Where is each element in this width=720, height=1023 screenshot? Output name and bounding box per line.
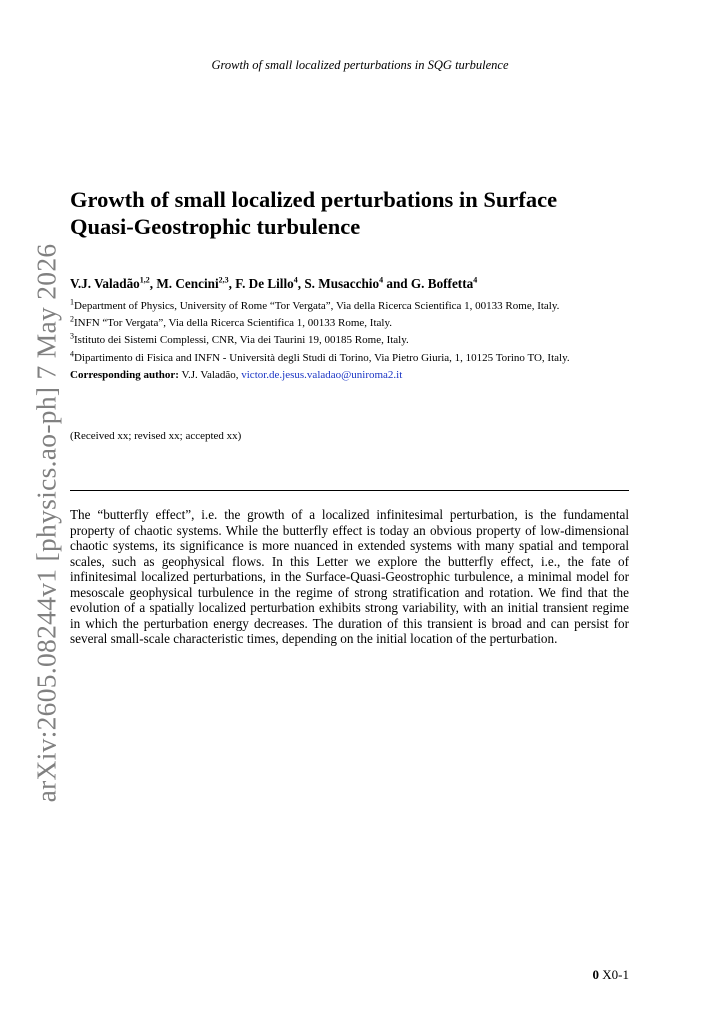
title-line-1: Growth of small localized perturbations in Surface bbox=[70, 187, 558, 212]
author: S. Musacchio$^4$ bbox=[304, 275, 384, 291]
affiliations bbox=[70, 297, 628, 382]
page-number: 0 X0-1 bbox=[592, 967, 629, 982]
affiliation-2: $^2$INFN “Tor Vergata”, Via della Ricerca Scientifica 1, 00133 Rome, Italy. bbox=[70, 314, 392, 330]
author: G. Boffetta$^4$ bbox=[410, 275, 478, 291]
affiliation-1: $^1$Department of Physics, University of Rome “Tor Vergata”, Via della Ricerca Scientifica 1, 00133 Rome, Italy. bbox=[70, 297, 560, 312]
email-link[interactable]: victor.de.jesus.valadao@uniroma2.it bbox=[241, 368, 403, 381]
paper-title bbox=[70, 186, 640, 240]
author: V.J. Valadão$^{1,2}$ bbox=[70, 275, 150, 291]
affiliation-4: $^4$Dipartimento di Fisica and INFN - Università degli Studi di Torino, Via Pietro Giuria, 1, 10125 Torino TO, Italy. bbox=[70, 348, 570, 364]
arxiv-identifier[interactable]: arXiv:2605.08244v1 [physics.ao-ph] 7 May 2026 bbox=[30, 243, 61, 803]
affiliation-3: $^3$Istituto dei Sistemi Complessi, CNR, Via dei Taurini 19, 00185 Rome, Italy. bbox=[70, 331, 409, 347]
corresponding-author: Corresponding author: V.J. Valadão, victor.de.jesus.valadao@uniroma2.it bbox=[70, 368, 403, 381]
received-dates: (Received xx; revised xx; accepted xx) bbox=[70, 430, 242, 442]
abstract-text: The “butterfly effect”, i.e. the growth of a localized infinitesimal perturbation, is the fundamental property of chaotic systems. While the butterfly effect is today an obvious property of low-dimensional chaotic systems, its significance is more nuanced in extended systems with many spatial and temporal scales, such as geophysical flows. In this Letter we explore the butterfly effect, i.e., the fate of infinitesimal localized perturbations, in the Surface-Quasi-Geostrophic turbulence, a minimal model for mesoscale geophysical turbulence in the regime of strong stratification and rotation. We find that the evolution of a spatially localized perturbation exhibits strong variability, with an initial transient regime in which the perturbation energy decreases. The duration of this transient is broad and can persist for several small-scale characteristic times, depending on the initial location of the perturbation. bbox=[70, 507, 629, 646]
author: F. De Lillo$^4$ bbox=[235, 275, 298, 291]
title-line-2: Quasi-Geostrophic turbulence bbox=[70, 214, 361, 239]
divider bbox=[70, 490, 629, 491]
abstract bbox=[70, 507, 629, 647]
arxiv-stamp bbox=[16, 213, 76, 833]
author: M. Cencini$^{2,3}$ bbox=[156, 275, 229, 291]
running-head: Growth of small localized perturbations in SQG turbulence bbox=[211, 58, 509, 72]
author-list: V.J. Valadão$^{1,2}$, M. Cencini$^{2,3}$, F. De Lillo$^4$, S. Musacchio$^4$ and G. Boffetta$^4$ bbox=[70, 275, 478, 291]
